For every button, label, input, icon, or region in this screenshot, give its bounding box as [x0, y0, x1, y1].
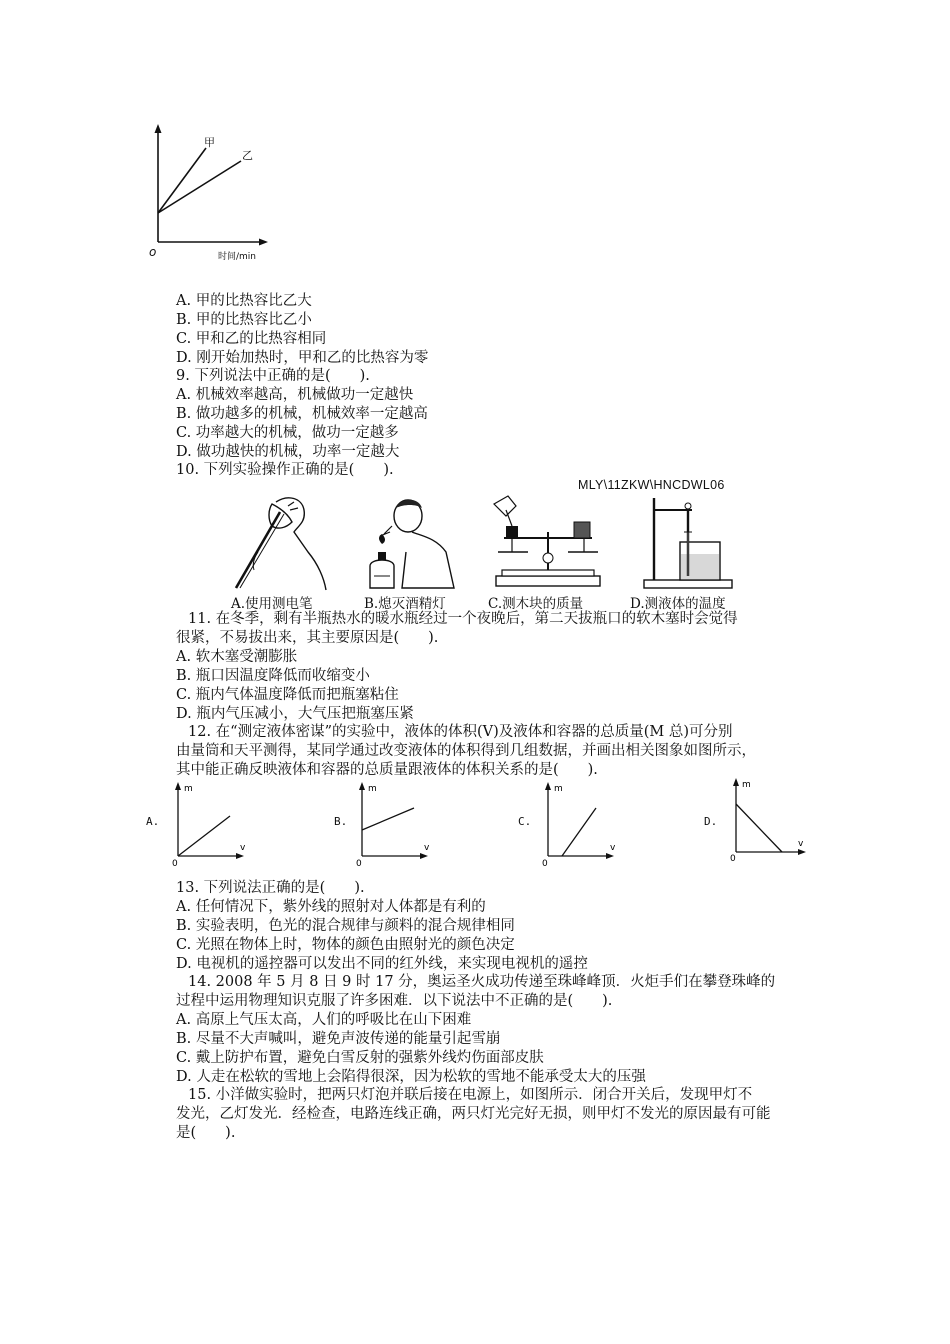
figure-code: MLY\11ZKW\HNCDWL06	[578, 478, 725, 492]
q13-option-c: C. 光照在物体上时，物体的颜色由照射光的颜色决定	[176, 937, 515, 953]
q8-option-c: C. 甲和乙的比热容相同	[176, 331, 327, 347]
q15-stem-line3: 是( ).	[176, 1125, 236, 1141]
q13-stem: 13. 下列说法正确的是( ).	[176, 880, 365, 896]
q9-stem: 9. 下列说法中正确的是( ).	[176, 368, 370, 384]
q14-option-c: C. 戴上防护布置，避免白雪反射的强紫外线灼伤面部皮肤	[176, 1050, 544, 1066]
graph-b-line	[362, 808, 414, 830]
illustration-thermometer	[640, 492, 736, 592]
graph-c-origin: 0	[542, 859, 548, 868]
q12-stem-line1: 12. 在“测定液体密谋”的实验中，液体的体积(V)及液体和容器的总质量(M 总)可分别	[188, 724, 733, 740]
graph-c-m: m	[554, 784, 563, 794]
q11-stem-line1: 11. 在冬季，剩有半瓶热水的暖水瓶经过一个夜晚后，第二天拔瓶口的软木塞时会觉得	[188, 611, 738, 627]
graph-a-origin: 0	[172, 859, 178, 868]
q10-stem: 10. 下列实验操作正确的是( ).	[176, 462, 394, 478]
series-line-jia	[158, 148, 206, 213]
q14-stem-line2: 过程中运用物理知识克服了许多困难．以下说法中不正确的是( ).	[176, 993, 613, 1009]
graph-c-line	[562, 808, 596, 856]
q11-stem-line2: 很紧，不易拔出来，其主要原因是( ).	[176, 630, 439, 646]
q8-option-a: A. 甲的比热容比乙大	[176, 293, 312, 309]
series-line-yi	[158, 161, 241, 213]
graph-a-line	[178, 816, 230, 856]
q13-option-b: B. 实验表明，色光的混合规律与颜料的混合规律相同	[176, 918, 515, 934]
q14-option-b: B. 尽量不大声喊叫，避免声波传递的能量引起雪崩	[176, 1031, 501, 1047]
q12-stem-line2: 由量筒和天平测得，某同学通过改变液体的体积得到几组数据，并画出相关图象如图所示，	[176, 743, 756, 759]
graph-d-m: m	[742, 780, 751, 790]
illustration-alcohol-lamp	[362, 492, 462, 592]
graph-d-origin: 0	[730, 854, 736, 862]
q9-option-d: D. 做功越快的机械，功率一定越大	[176, 444, 400, 460]
caption-b: B.熄灭酒精灯	[364, 596, 446, 612]
temperature-time-chart	[148, 122, 278, 262]
q9-option-b: B. 做功越多的机械，机械效率一定越高	[176, 406, 428, 422]
q14-option-a: A. 高原上气压太高，人们的呼吸比在山下困难	[176, 1012, 472, 1028]
graph-a-m: m	[184, 784, 193, 794]
q8-option-d: D. 刚开始加热时，甲和乙的比热容为零	[176, 350, 429, 366]
q11-option-c: C. 瓶内气体温度降低而把瓶塞粘住	[176, 687, 399, 703]
graph-d-label: D.	[704, 815, 718, 828]
illustration-test-pen	[228, 492, 338, 592]
q14-option-d: D. 人走在松软的雪地上会陷得很深，因为松软的雪地不能承受太大的压强	[176, 1069, 646, 1085]
illustration-balance	[488, 492, 608, 592]
q12-stem-line3: 其中能正确反映液体和容器的总质量跟液体的体积关系的是( ).	[176, 762, 598, 778]
q11-option-a: A. 软木塞受潮膨胀	[176, 649, 298, 665]
q14-stem-line1: 14. 2008 年 5 月 8 日 9 时 17 分，奥运圣火成功传递至珠峰峰顶．火炬手们在攀登珠峰的	[188, 974, 776, 990]
graph-a-v: v	[240, 843, 246, 853]
graph-b-label: B.	[334, 815, 348, 828]
graph-b-m: m	[368, 784, 377, 794]
q13-option-d: D. 电视机的遥控器可以发出不同的红外线，来实现电视机的遥控	[176, 956, 588, 972]
graph-d	[726, 776, 810, 862]
graph-c	[538, 780, 618, 868]
graph-d-v: v	[798, 839, 804, 849]
graph-b	[352, 780, 432, 868]
caption-d: D.测液体的温度	[630, 596, 726, 612]
q15-stem-line2: 发光，乙灯发光．经检查，电路连线正确，两只灯光完好无损，则甲灯不发光的原因最有可能	[176, 1106, 771, 1122]
origin-label: o	[149, 245, 157, 259]
q9-option-c: C. 功率越大的机械，做功一定越多	[176, 425, 399, 441]
graph-a-label: A.	[146, 815, 160, 828]
caption-a: A.使用测电笔	[231, 596, 313, 612]
q11-option-b: B. 瓶口因温度降低而收缩变小	[176, 668, 370, 684]
x-axis-arrow	[259, 239, 268, 246]
graph-d-line	[736, 804, 782, 852]
q11-option-d: D. 瓶内气压减小，大气压把瓶塞压紧	[176, 706, 414, 722]
q8-option-b: B. 甲的比热容比乙小	[176, 312, 312, 328]
graph-c-v: v	[610, 843, 616, 853]
graph-b-v: v	[424, 843, 430, 853]
x-axis-label: 时间/min	[218, 252, 257, 262]
q9-option-a: A. 机械效率越高，机械做功一定越快	[176, 387, 414, 403]
series-label-yi: 乙	[242, 149, 253, 162]
graph-b-origin: 0	[356, 859, 362, 868]
series-label-jia: 甲	[204, 136, 215, 149]
graph-c-label: C.	[518, 815, 532, 828]
q15-stem-line1: 15. 小洋做实验时，把两只灯泡并联后接在电源上，如图所示．闭合开关后，发现甲灯不	[188, 1087, 753, 1103]
caption-c: C.测木块的质量	[488, 596, 584, 612]
graph-a	[168, 780, 248, 868]
y-axis-arrow	[155, 124, 162, 133]
q13-option-a: A. 任何情况下，紫外线的照射对人体都是有利的	[176, 899, 486, 915]
